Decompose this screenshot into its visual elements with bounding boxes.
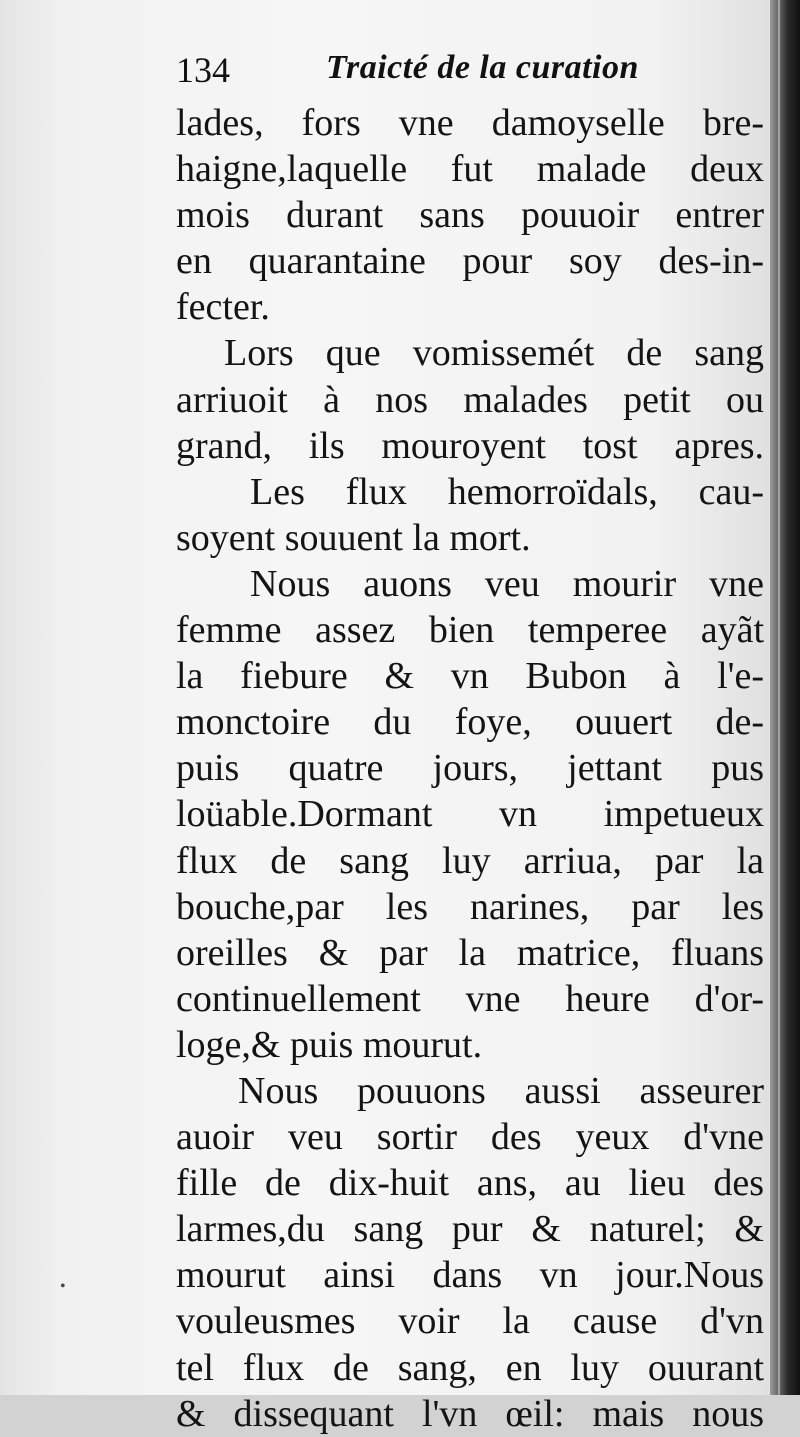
- text-line: haigne,laquelle fut malade deux: [176, 148, 764, 191]
- text-line: fille de dix-huit ans, au lieu des: [176, 1162, 764, 1205]
- text-line: mois durant sans pouuoir entrer: [176, 194, 764, 237]
- paragraph-first-line: Nous pouuons aussi asseurer: [238, 1069, 764, 1112]
- ink-speck: •: [60, 1278, 66, 1295]
- text-line: arriuoit à nos malades petit ou: [176, 378, 764, 421]
- text-line: mourut ainsi dans vn jour.Nous: [176, 1254, 764, 1297]
- text-line: flux de sang luy arriua, par la: [176, 839, 764, 882]
- text-line: soyent souuent la mort.: [176, 516, 531, 559]
- text-line: oreilles & par la matrice, fluans: [176, 931, 764, 974]
- running-head: Traicté de la curation: [326, 49, 639, 86]
- text-line: loüable.Dormant vn impetueux: [176, 793, 764, 836]
- text-line: en quarantaine pour soy des-in-: [176, 240, 764, 283]
- text-line: larmes,du sang pur & naturel; &: [176, 1208, 764, 1251]
- page-header: [176, 48, 676, 94]
- body-text: [176, 100, 764, 1437]
- text-line: la fiebure & vn Bubon à l'e-: [176, 655, 764, 698]
- book-binding-edge: [770, 0, 800, 1395]
- text-line: vouleusmes voir la cause d'vn: [176, 1300, 764, 1343]
- text-line: puis quatre jours, jettant pus: [176, 747, 764, 790]
- text-line: auoir veu sortir des yeux d'vne: [176, 1116, 764, 1159]
- text-line: lades, fors vne damoyselle bre-: [176, 102, 764, 144]
- text-line: continuellement vne heure d'or-: [176, 977, 764, 1020]
- text-line: & dissequant l'vn œil: mais nous: [176, 1392, 764, 1435]
- paragraph-first-line: Nous auons veu mourir vne: [250, 562, 764, 605]
- text-line: fecter.: [176, 286, 270, 329]
- page-number: 134: [176, 50, 230, 90]
- text-line: femme assez bien temperee ayãt: [176, 609, 764, 652]
- text-line: grand, ils mouroyent tost apres.: [176, 424, 764, 467]
- paragraph-first-line: Lors que vomissemét de sang: [224, 332, 764, 375]
- paragraph-first-line: Les flux hemorroïdals, cau-: [250, 470, 764, 513]
- text-line: loge,& puis mourut.: [176, 1023, 483, 1066]
- text-line: bouche,par les narines, par les: [176, 885, 764, 928]
- text-line: monctoire du foye, ouuert de-: [176, 701, 764, 744]
- text-line: tel flux de sang, en luy ouurant: [176, 1346, 764, 1389]
